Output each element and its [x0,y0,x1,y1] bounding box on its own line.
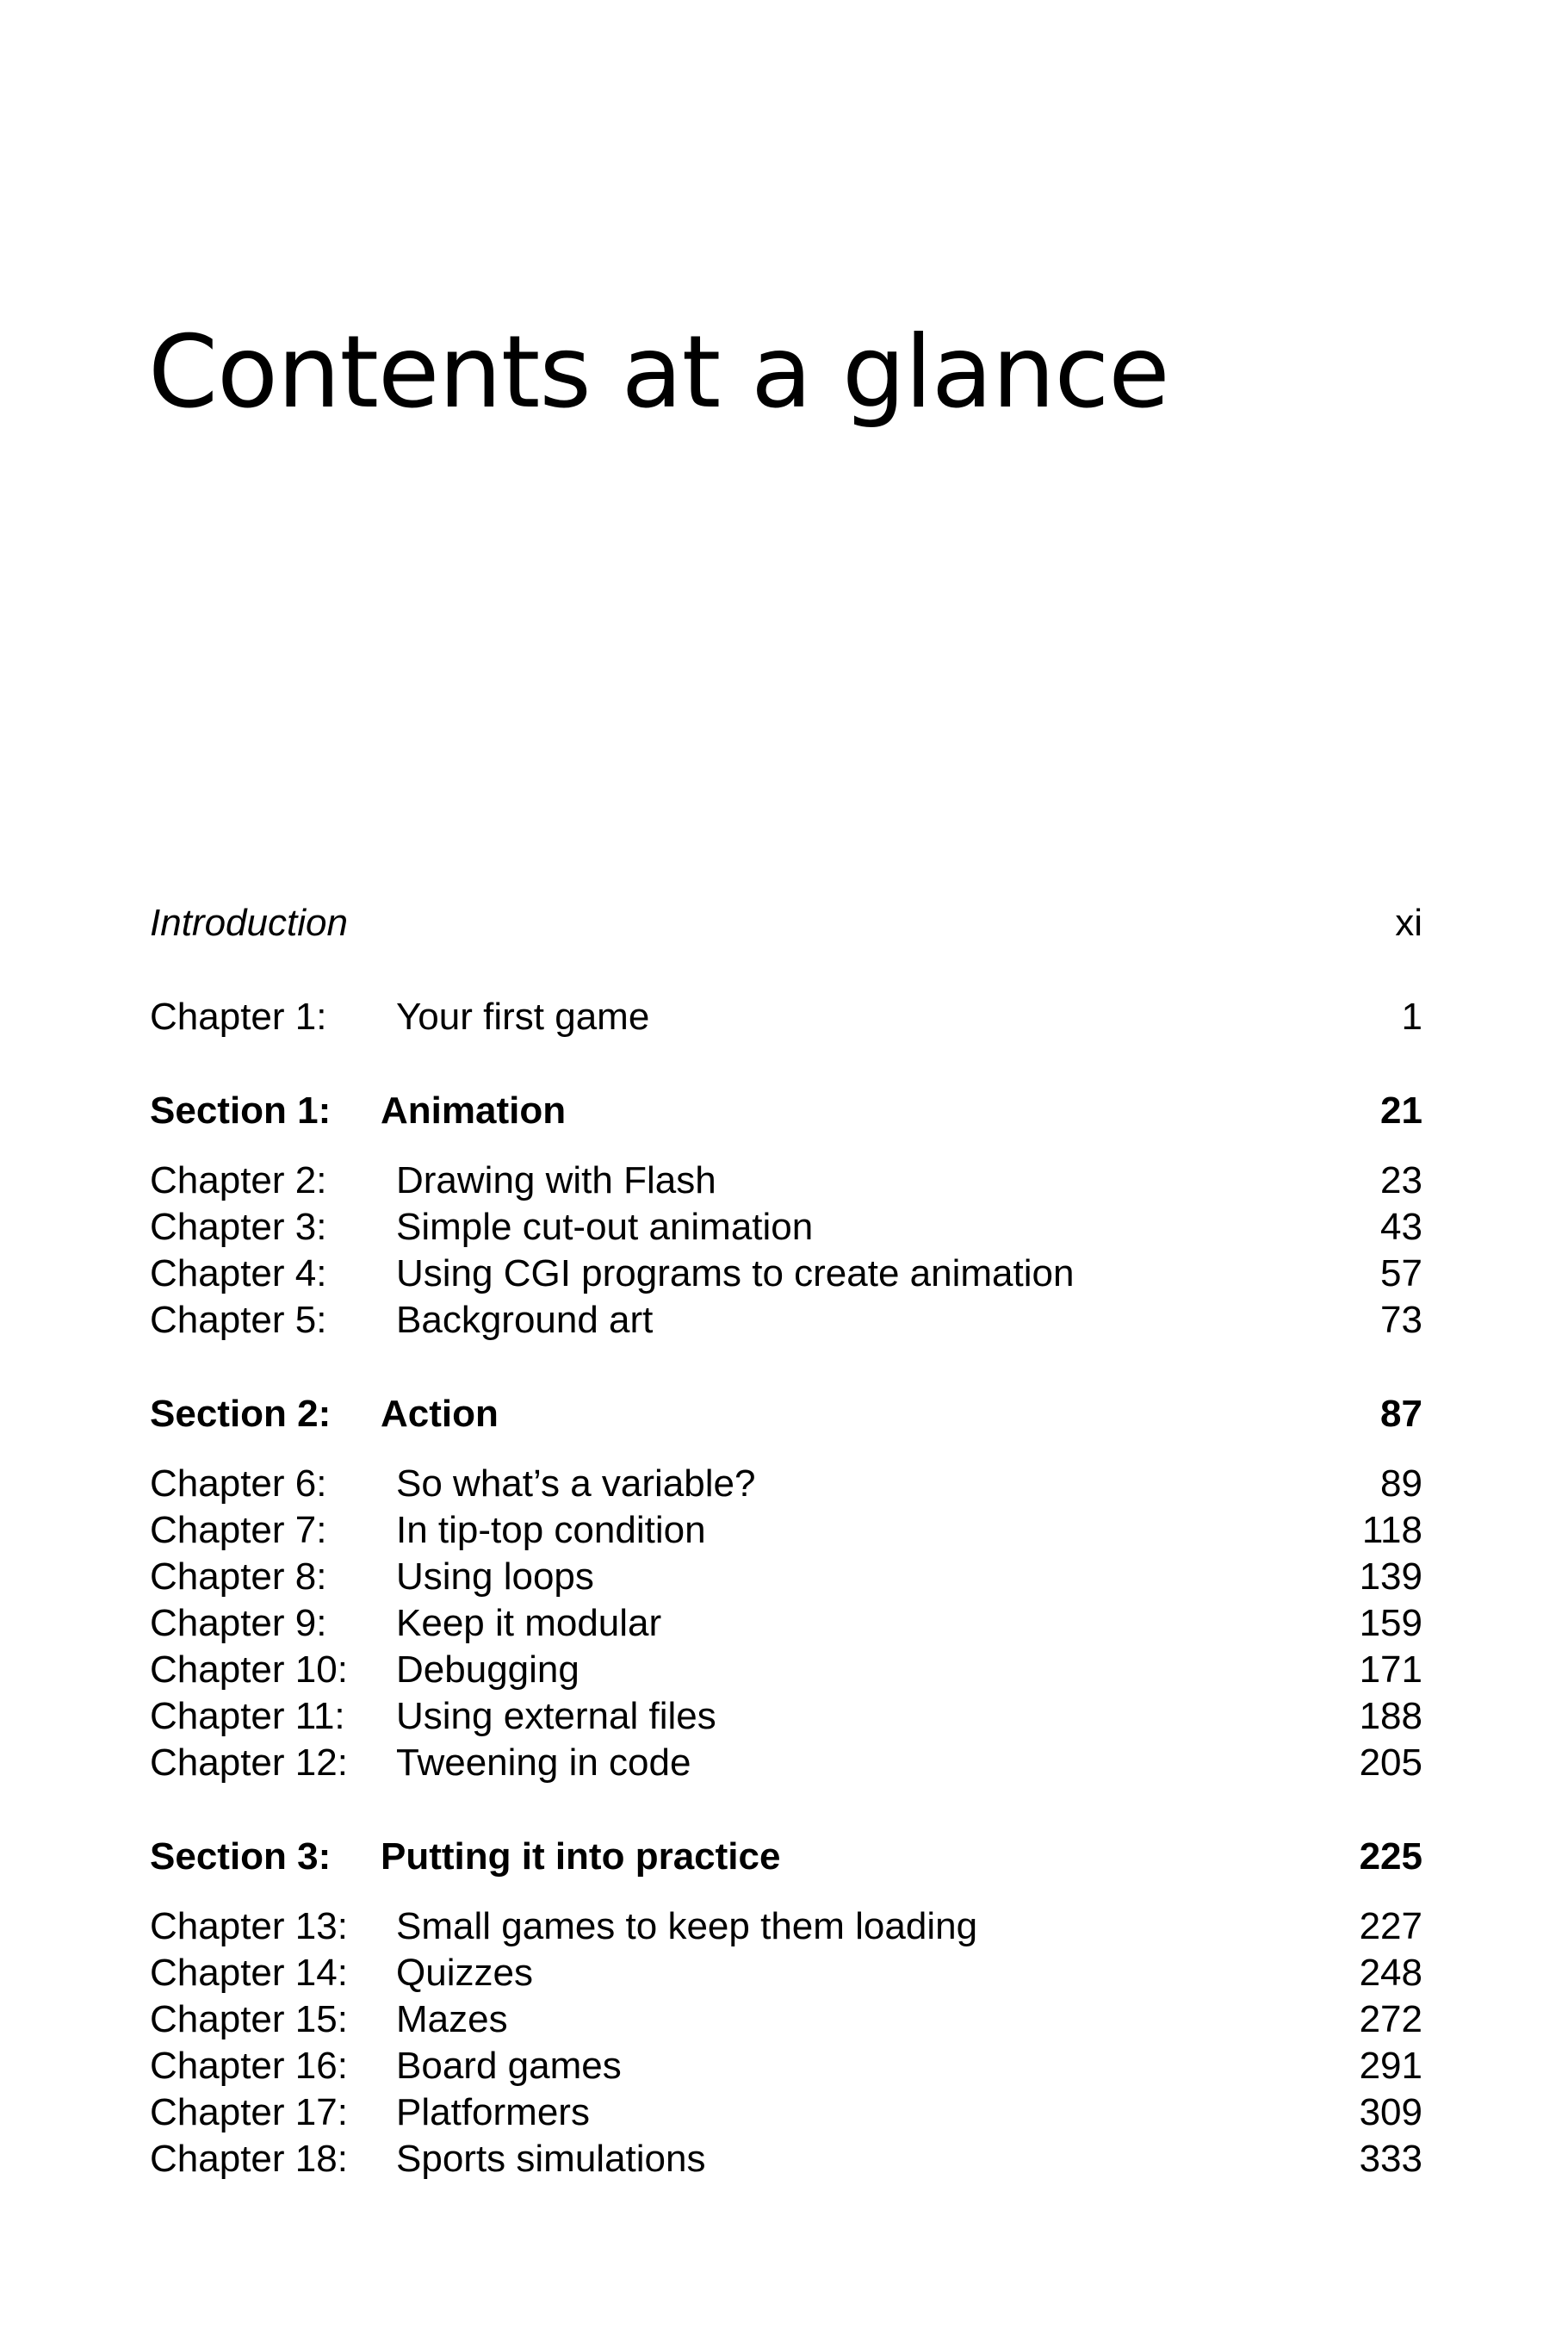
chapter-label: Chapter 1: [150,996,327,1038]
section-title: Animation [381,1090,567,1132]
chapter-title: Simple cut-out animation [396,1206,814,1248]
chapter-page: 57 [1380,1252,1422,1294]
toc-entry-chapter-4[interactable] [150,1251,1422,1297]
chapter-page: 118 [1361,1509,1422,1551]
chapter-title: Keep it modular [396,1602,662,1644]
toc-entry-chapter-2[interactable] [150,1158,1422,1204]
introduction-page: xi [1395,902,1422,944]
chapter-page: 159 [1359,1602,1422,1644]
toc-section-1[interactable] [150,1088,1422,1134]
chapter-page: 23 [1380,1159,1422,1201]
chapter-title: Debugging [396,1648,579,1691]
toc-entry-introduction[interactable] [150,900,1422,947]
introduction-label: Introduction [150,902,348,944]
chapter-title: Tweening in code [396,1741,691,1784]
chapter-title: Small games to keep them loading [396,1905,978,1947]
chapter-label: Chapter 4: [150,1252,327,1294]
chapter-label: Chapter 5: [150,1299,327,1341]
chapter-title: Using CGI programs to create animation [396,1252,1075,1294]
chapter-title: Quizzes [396,1952,533,1994]
section-label: Section 2: [150,1393,332,1435]
chapter-page: 333 [1359,2138,1422,2180]
chapter-page: 309 [1359,2091,1422,2133]
chapter-label: Chapter 18: [150,2138,348,2180]
chapter-page: 1 [1401,996,1422,1038]
chapter-page: 188 [1359,1695,1422,1737]
table-of-contents [150,900,1422,2182]
chapter-label: Chapter 11: [150,1695,345,1737]
chapter-title: Mazes [396,1998,508,2040]
chapter-label: Chapter 17: [150,2091,348,2133]
chapter-title: So what’s a variable? [396,1462,756,1505]
toc-entry-chapter-12[interactable] [150,1740,1422,1786]
chapter-label: Chapter 2: [150,1159,327,1201]
chapter-label: Chapter 13: [150,1905,348,1947]
toc-entry-chapter-1[interactable] [150,994,1422,1040]
toc-entry-chapter-14[interactable] [150,1950,1422,1996]
toc-entry-chapter-17[interactable] [150,2089,1422,2136]
toc-section-3[interactable] [150,1834,1422,1880]
chapter-title: In tip-top condition [396,1509,706,1551]
chapter-page: 205 [1359,1741,1422,1784]
toc-entry-chapter-9[interactable] [150,1600,1422,1647]
chapter-label: Chapter 14: [150,1952,348,1994]
toc-entry-chapter-16[interactable] [150,2043,1422,2089]
chapter-title: Board games [396,2045,622,2087]
toc-entry-chapter-11[interactable] [150,1693,1422,1740]
chapter-label: Chapter 15: [150,1998,348,2040]
section-page: 21 [1380,1090,1422,1132]
page-title: Contents at a glance [148,314,1169,431]
chapter-label: Chapter 7: [150,1509,327,1551]
chapter-page: 43 [1380,1206,1422,1248]
chapter-label: Chapter 8: [150,1555,327,1598]
toc-entry-chapter-3[interactable] [150,1204,1422,1251]
chapter-page: 73 [1380,1299,1422,1341]
chapter-page: 272 [1359,1998,1422,2040]
chapter-label: Chapter 3: [150,1206,327,1248]
toc-section-2[interactable] [150,1391,1422,1437]
chapter-title: Platformers [396,2091,590,2133]
toc-entry-chapter-8[interactable] [150,1554,1422,1600]
toc-entry-chapter-15[interactable] [150,1996,1422,2043]
section-title: Action [381,1393,499,1435]
chapter-title: Using loops [396,1555,594,1598]
toc-entry-chapter-10[interactable] [150,1647,1422,1693]
chapter-page: 227 [1359,1905,1422,1947]
chapter-title: Drawing with Flash [396,1159,716,1201]
chapter-title: Using external files [396,1695,716,1737]
toc-entry-chapter-5[interactable] [150,1297,1422,1344]
section-label: Section 3: [150,1835,332,1878]
section-page: 225 [1359,1835,1422,1878]
chapter-label: Chapter 16: [150,2045,348,2087]
chapter-label: Chapter 12: [150,1741,348,1784]
chapter-page: 291 [1359,2045,1422,2087]
toc-entry-chapter-7[interactable] [150,1507,1422,1554]
toc-entry-chapter-18[interactable] [150,2136,1422,2182]
section-page: 87 [1380,1393,1422,1435]
section-label: Section 1: [150,1090,332,1132]
toc-entry-chapter-13[interactable] [150,1903,1422,1950]
chapter-title: Sports simulations [396,2138,706,2180]
chapter-title: Background art [396,1299,654,1341]
toc-entry-chapter-6[interactable] [150,1461,1422,1507]
chapter-page: 248 [1359,1952,1422,1994]
chapter-title: Your first game [396,996,650,1038]
chapter-label: Chapter 6: [150,1462,327,1505]
chapter-label: Chapter 9: [150,1602,327,1644]
chapter-label: Chapter 10: [150,1648,348,1691]
chapter-page: 139 [1359,1555,1422,1598]
chapter-page: 89 [1380,1462,1422,1505]
section-title: Putting it into practice [381,1835,781,1878]
chapter-page: 171 [1359,1648,1422,1691]
